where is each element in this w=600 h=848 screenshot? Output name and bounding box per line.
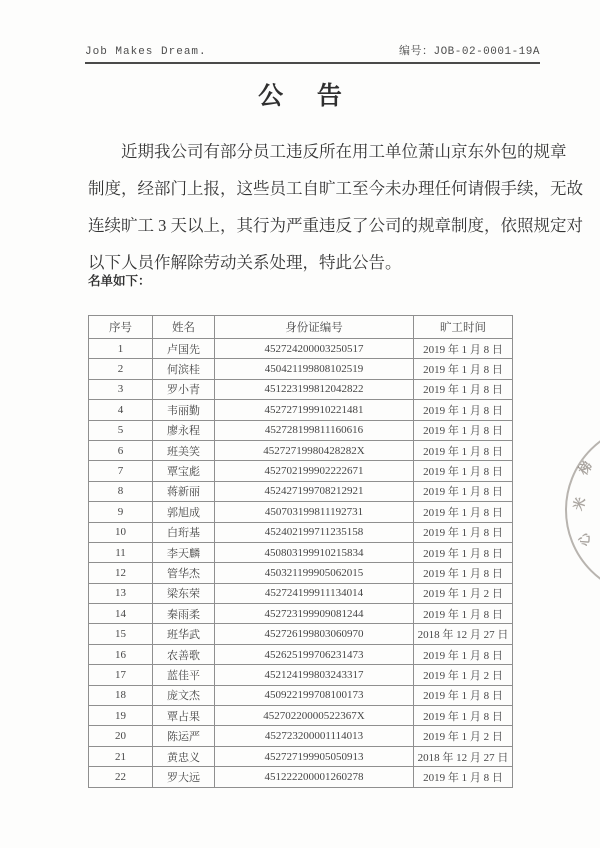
table-row [89, 746, 513, 766]
body-line: 制度，经部门上报，这些员工自旷工至今未办理任何请假手续，无故 [88, 179, 583, 198]
table-cell: 2019 年 1 月 8 日 [414, 767, 513, 787]
table-row [89, 481, 513, 501]
table-cell: 2018 年 12 月 27 日 [414, 624, 513, 644]
table-row [89, 583, 513, 603]
table-cell: 2019 年 1 月 8 日 [414, 400, 513, 420]
table-cell: 10 [89, 522, 153, 542]
table-cell: 450803199910215834 [215, 542, 414, 562]
table-cell: 班华武 [153, 624, 215, 644]
table-row [89, 563, 513, 583]
table-cell: 451222200001260278 [215, 767, 414, 787]
table-cell: 韦丽勤 [153, 400, 215, 420]
body-line: 以下人员作解除劳动关系处理，特此公告。 [88, 253, 402, 272]
table-cell: 农善歌 [153, 644, 215, 664]
table-cell: 8 [89, 481, 153, 501]
table-cell: 蓝佳平 [153, 665, 215, 685]
table-cell: 14 [89, 604, 153, 624]
body-line: 近期我公司有部分员工违反所在用工单位萧山京东外包的规章 [121, 142, 567, 161]
table-cell: 卢国先 [153, 339, 215, 359]
announcement-body [88, 133, 583, 281]
roster-table-body [89, 339, 513, 788]
table-cell: 45270220000522367X [215, 706, 414, 726]
table-cell: 452726199803060970 [215, 624, 414, 644]
table-cell: 2019 年 1 月 8 日 [414, 339, 513, 359]
table-cell: 2019 年 1 月 8 日 [414, 706, 513, 726]
table-cell: 2019 年 1 月 8 日 [414, 604, 513, 624]
table-row [89, 542, 513, 562]
header-motto: Job Makes Dream. [85, 46, 207, 58]
body-line: 连续旷工 3 天以上，其行为严重违反了公司的规章制度，依照规定对 [88, 216, 583, 235]
table-cell: 2019 年 1 月 2 日 [414, 583, 513, 603]
table-cell: 黄忠义 [153, 746, 215, 766]
table-cell: 452427199708212921 [215, 481, 414, 501]
table-row [89, 726, 513, 746]
table-cell: 452724200003250517 [215, 339, 414, 359]
table-row [89, 767, 513, 787]
table-cell: 覃宝彪 [153, 461, 215, 481]
table-cell: 452723199909081244 [215, 604, 414, 624]
table-row [89, 644, 513, 664]
table-cell: 13 [89, 583, 153, 603]
table-cell: 罗大远 [153, 767, 215, 787]
table-cell: 2019 年 1 月 8 日 [414, 420, 513, 440]
table-cell: 班美笑 [153, 440, 215, 460]
col-header-name: 姓名 [153, 316, 215, 339]
table-row [89, 359, 513, 379]
table-cell: 18 [89, 685, 153, 705]
col-header-index: 序号 [89, 316, 153, 339]
table-cell: 451223199812042822 [215, 379, 414, 399]
table-row [89, 400, 513, 420]
table-cell: 6 [89, 440, 153, 460]
col-header-id: 身份证编号 [215, 316, 414, 339]
table-row [89, 604, 513, 624]
table-cell: 452727199910221481 [215, 400, 414, 420]
page-header [85, 42, 540, 64]
table-cell: 450922199708100173 [215, 685, 414, 705]
table-cell: 陈运严 [153, 726, 215, 746]
table-cell: 郭旭成 [153, 502, 215, 522]
table-cell: 45272719980428282X [215, 440, 414, 460]
table-cell: 9 [89, 502, 153, 522]
table-cell: 2019 年 1 月 8 日 [414, 644, 513, 664]
table-cell: 2019 年 1 月 8 日 [414, 359, 513, 379]
table-cell: 20 [89, 726, 153, 746]
table-header-row [89, 316, 513, 339]
table-cell: 2019 年 1 月 8 日 [414, 481, 513, 501]
table-cell: 452702199902222671 [215, 461, 414, 481]
table-row [89, 339, 513, 359]
table-cell: 白珩基 [153, 522, 215, 542]
table-cell: 7 [89, 461, 153, 481]
seal-glyph: 心 [576, 532, 593, 547]
table-cell: 2019 年 1 月 8 日 [414, 502, 513, 522]
table-cell: 2018 年 12 月 27 日 [414, 746, 513, 766]
table-cell: 2019 年 1 月 8 日 [414, 379, 513, 399]
table-cell: 452727199905050913 [215, 746, 414, 766]
table-cell: 李天麟 [153, 542, 215, 562]
table-cell: 2019 年 1 月 8 日 [414, 542, 513, 562]
table-row [89, 440, 513, 460]
table-cell: 廖永程 [153, 420, 215, 440]
table-cell: 何滨桂 [153, 359, 215, 379]
table-cell: 2019 年 1 月 2 日 [414, 726, 513, 746]
table-cell: 5 [89, 420, 153, 440]
table-cell: 管华杰 [153, 563, 215, 583]
table-row [89, 420, 513, 440]
seal-glyph: 梯 [575, 458, 596, 478]
table-cell: 2 [89, 359, 153, 379]
table-cell: 2019 年 1 月 8 日 [414, 685, 513, 705]
table-cell: 11 [89, 542, 153, 562]
table-cell: 庞文杰 [153, 685, 215, 705]
table-cell: 452723200001114013 [215, 726, 414, 746]
table-cell: 452402199711235158 [215, 522, 414, 542]
table-cell: 452124199803243317 [215, 665, 414, 685]
table-cell: 梁东荣 [153, 583, 215, 603]
table-cell: 覃占果 [153, 706, 215, 726]
table-cell: 罗小青 [153, 379, 215, 399]
table-cell: 2019 年 1 月 8 日 [414, 461, 513, 481]
roster-table [88, 315, 513, 788]
table-cell: 12 [89, 563, 153, 583]
page-title: 公 告 [258, 83, 356, 110]
list-label: 名单如下： [88, 274, 151, 288]
table-cell: 450321199905062015 [215, 563, 414, 583]
table-cell: 452724199911134014 [215, 583, 414, 603]
table-cell: 22 [89, 767, 153, 787]
table-cell: 16 [89, 644, 153, 664]
table-row [89, 665, 513, 685]
table-cell: 2019 年 1 月 2 日 [414, 665, 513, 685]
table-cell: 蒋新丽 [153, 481, 215, 501]
table-cell: 2019 年 1 月 8 日 [414, 522, 513, 542]
table-cell: 17 [89, 665, 153, 685]
table-cell: 1 [89, 339, 153, 359]
table-row [89, 706, 513, 726]
table-row [89, 624, 513, 644]
table-cell: 21 [89, 746, 153, 766]
table-cell: 4 [89, 400, 153, 420]
table-cell: 2019 年 1 月 8 日 [414, 563, 513, 583]
header-doc-number: 编号：JOB-02-0001-19A [398, 46, 540, 58]
table-cell: 450703199811192731 [215, 502, 414, 522]
seal-glyph: 米 [570, 495, 589, 513]
table-row [89, 685, 513, 705]
table-row [89, 502, 513, 522]
table-cell: 19 [89, 706, 153, 726]
table-row [89, 379, 513, 399]
col-header-absence: 旷工时间 [414, 316, 513, 339]
table-row [89, 461, 513, 481]
table-cell: 秦雨柔 [153, 604, 215, 624]
table-cell: 3 [89, 379, 153, 399]
table-cell: 452625199706231473 [215, 644, 414, 664]
table-cell: 15 [89, 624, 153, 644]
table-row [89, 522, 513, 542]
table-cell: 450421199808102519 [215, 359, 414, 379]
table-cell: 2019 年 1 月 8 日 [414, 440, 513, 460]
table-cell: 452728199811160616 [215, 420, 414, 440]
